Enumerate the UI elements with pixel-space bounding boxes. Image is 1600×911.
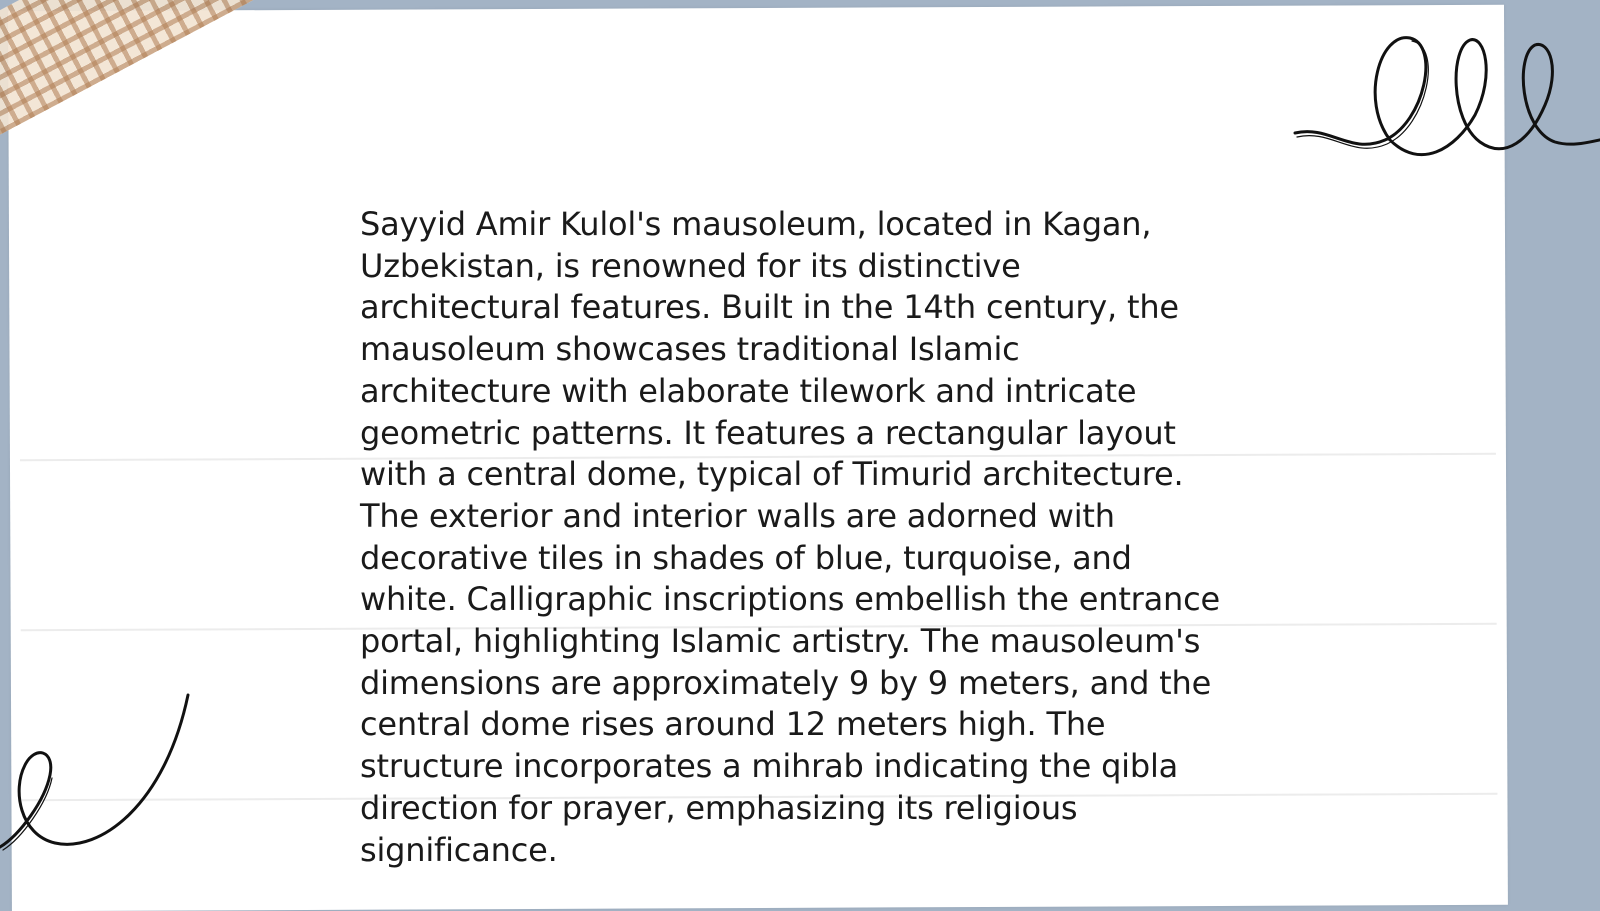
text-line: central dome rises around 12 meters high. The [360, 705, 1106, 744]
text-line: mausoleum showcases traditional Islamic [360, 330, 1020, 369]
text-line: decorative tiles in shades of blue, turquoise, and [360, 538, 1132, 577]
text-line: structure incorporates a mihrab indicating the qibla [360, 747, 1179, 786]
text-line: geometric patterns. It features a rectangular layout [360, 413, 1176, 452]
loop-squiggle-doodle [1290, 30, 1600, 170]
text-line: architecture with elaborate tilework and intricate [360, 371, 1137, 410]
text-line: portal, highlighting Islamic artistry. The mausoleum's [360, 622, 1201, 661]
text-line: with a central dome, typical of Timurid architecture. [360, 455, 1184, 494]
text-line: The exterior and interior walls are adorned with [360, 496, 1115, 535]
text-line: dimensions are approximately 9 by 9 meters, and the [360, 663, 1212, 702]
mausoleum-description [360, 204, 1260, 871]
text-line: Sayyid Amir Kulol's mausoleum, located in Kagan, [360, 205, 1152, 243]
text-line: Uzbekistan, is renowned for its distinctive [360, 246, 1021, 285]
loop-swoosh-doodle [0, 695, 200, 855]
text-line: direction for prayer, emphasizing its religious [360, 788, 1078, 827]
text-line: white. Calligraphic inscriptions embellish the entrance [360, 580, 1221, 619]
text-line: significance. [360, 830, 558, 869]
text-line: architectural features. Built in the 14th century, the [360, 288, 1179, 327]
